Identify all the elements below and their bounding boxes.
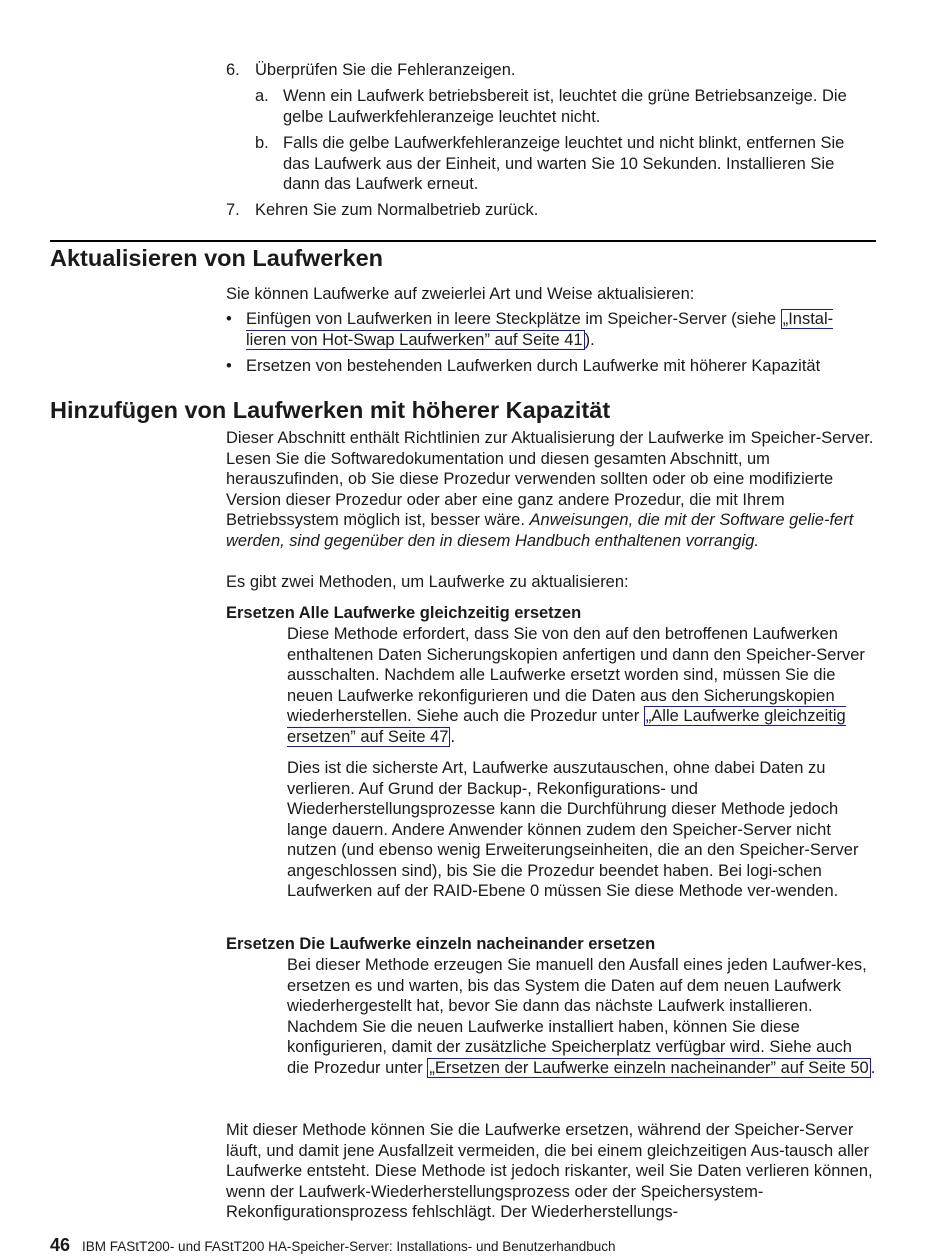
term-replace-all: Ersetzen Alle Laufwerke gleichzeitig ersetzen (226, 604, 582, 622)
definition-replace-all-detail: Dies ist die sicherste Art, Laufwerke auszutauschen, ohne dabei Daten zu verlieren. Auf Grund der Backup-, Rekonfigurations- und Wiederherstellungsprozesse kann die Durchführung dieser Methode jedoch lange dauern. Andere Anwender können zudem den Speicher-Server nicht nutzen (und ebenso wenig Erweiterungseinheiten, die an den Speicher-Server angeschlossen sind), bis Sie die Prozedur beendet haben. Bei logi-schen Laufwerken auf der RAID-Ebene 0 müssen Sie diese Methode ver-wenden. (287, 759, 859, 900)
bullet-marker: • (226, 310, 232, 328)
footer-title: IBM FAStT200- und FAStT200 HA-Speicher-Server: Installations- und Benutzerhandbuch (82, 1239, 616, 1254)
step-7-text: Kehren Sie zum Normalbetrieb zurück. (255, 201, 539, 219)
step-6a-label: a. (255, 87, 269, 105)
section-heading-hinzufuegen: Hinzufügen von Laufwerken mit höherer Kapazität (50, 397, 611, 423)
page-footer (50, 1236, 616, 1256)
section2-paragraph-2: Es gibt zwei Methoden, um Laufwerke zu aktualisieren: (226, 573, 629, 591)
definition-replace-all: Diese Methode erfordert, dass Sie von den auf den betroffenen Laufwerken enthaltenen Daten Sicherungskopien anfertigen und dann den Speicher-Server ausschalten. Nachdem alle Laufwerke ersetzt worden sind, müssen Sie die neuen Laufwerke rekonfigurieren und die Daten aus den Sicherungskopien wiederherstellen. Siehe auch die Prozedur unter „Alle Laufwerke gleichzeitig ersetzen” auf Seite 47 . (287, 625, 865, 746)
link-replace-individually-page-50[interactable]: „Ersetzen der Laufwerke einzeln nacheinander” auf Seite 50 (429, 1058, 869, 1077)
step-6b-label: b. (255, 134, 269, 152)
step-7-number: 7. (226, 201, 240, 219)
bullet-item-insert: Einfügen von Laufwerken in leere Steckplätze im Speicher-Server (siehe „Instal-lieren von Hot-Swap Laufwerken” auf Seite 41 ). (246, 310, 834, 349)
page-number: 46 (50, 1235, 71, 1255)
section-rule (50, 240, 876, 242)
link-install-hot-swap[interactable]: „Instal-lieren von Hot-Swap Laufwerken” auf Seite 41 (246, 310, 834, 349)
definition-replace-individually: Bei dieser Methode erzeugen Sie manuell den Ausfall eines jeden Laufwer-kes, ersetzen es und warten, bis das System die Daten auf dem neuen Laufwerk wiederhergestellt hat, bevor Sie dann das nächste Laufwerk installieren. Nachdem Sie die neuen Laufwerke installiert haben, können Sie diese konfigurieren, damit der zusätzliche Speicherplatz verfügbar wird. Siehe auch die Prozedur unter „Ersetzen der Laufwerke einzeln nacheinander” auf Seite 50 . (287, 956, 876, 1077)
step-6b-text: Falls die gelbe Laufwerkfehleranzeige leuchtet und nicht blinkt, entfernen Sie das Laufwerk aus der Einheit, und warten Sie 10 Sekunden. Installieren Sie dann das Laufwerk erneut. (283, 134, 845, 193)
step-6a-text: Wenn ein Laufwerk betriebsbereit ist, leuchtet die grüne Betriebsanzeige. Die gelbe Laufwerkfehleranzeige leuchtet nicht. (283, 87, 847, 126)
bullet-item-replace: Ersetzen von bestehenden Laufwerken durch Laufwerke mit höherer Kapazität (246, 357, 821, 375)
section1-intro: Sie können Laufwerke auf zweierlei Art und Weise aktualisieren: (226, 285, 695, 303)
step-6-number: 6. (226, 61, 240, 79)
bullet-marker: • (226, 357, 232, 375)
section2-paragraph-3: Mit dieser Methode können Sie die Laufwerke ersetzen, während der Speicher-Server läuft, und damit jene Ausfallzeit vermeiden, die bei einem gleichzeitigen Aus-tausch aller Laufwerke entsteht. Diese Methode ist jedoch riskanter, weil Sie Daten verlieren können, wenn der Laufwerk-Wiederherstellungsprozess oder der Speichersystem-Rekonfigurationsprozess fehlschlägt. Der Wiederherstellungs- (226, 1121, 873, 1221)
link-replace-all-page-47[interactable]: „Alle Laufwerke gleichzeitig ersetzen” auf Seite 47 (287, 707, 846, 746)
step-6-text: Überprüfen Sie die Fehleranzeigen. (255, 61, 516, 79)
term-replace-individually: Ersetzen Die Laufwerke einzeln nacheinander ersetzen (226, 935, 656, 953)
section-heading-aktualisieren: Aktualisieren von Laufwerken (50, 245, 384, 271)
section2-paragraph-1: Dieser Abschnitt enthält Richtlinien zur Aktualisierung der Laufwerke im Speicher-Server. Lesen Sie die Softwaredokumentation und diesen gesamten Abschnitt, um herauszufinden, ob Sie diese Prozedur verwenden sollten oder ob eine modifizierte Version dieser Prozedur oder aber eine ganz andere Prozedur, die mit Ihrem Betriebssystem möglich ist, besser wäre. Anweisungen, die mit der Software gelie-fert werden, sind gegenüber den in diesem Handbuch enthaltenen vorrangig. (226, 429, 874, 550)
